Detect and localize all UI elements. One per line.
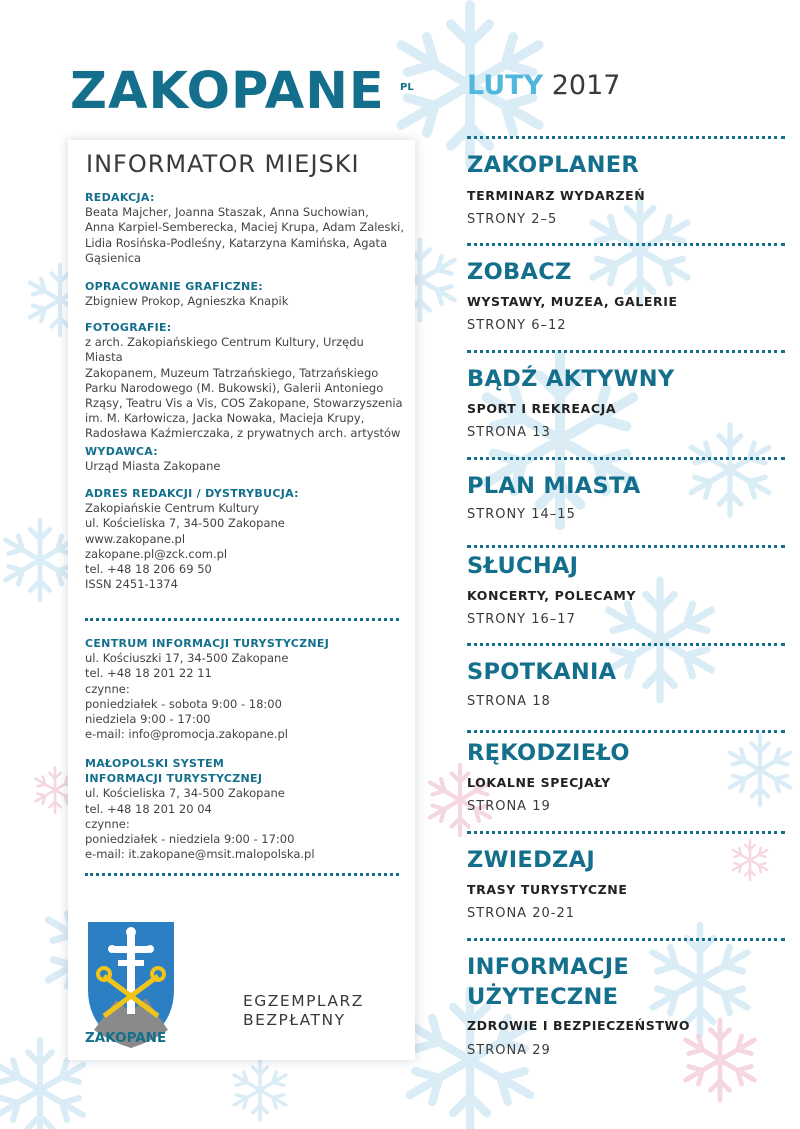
toc-pages: STRONY 14–15 (467, 507, 576, 522)
toc-title: ZOBACZ (467, 259, 572, 285)
toc-pages: STRONY 6–12 (467, 318, 567, 333)
crest-label: ZAKOPANE (85, 1030, 167, 1046)
section-text: Zbigniew Prokop, Agnieszka Knapik (85, 294, 289, 309)
section-text: z arch. Zakopiańskiego Centrum Kultury, Urzędu Miasta Zakopanem, Muzeum Tatrzańskiego, Tatrzańskiego Parku Narodowego (M. Bukowski), Galerii Antoniego Rząsy, Teatru Vis a Vis, COS Zakopane, Stowarzyszenia im. M. Karłowicza, Jacka Nowaka, Macieja Krupy, Radosława Kaźmierczaka, z prywatnych arch. artystów (85, 335, 403, 441)
toc-subtitle: WYSTAWY, MUZEA, GALERIE (467, 294, 678, 309)
section-photos (85, 320, 405, 442)
section-redakcja (85, 190, 405, 266)
zakopane-logo (70, 62, 420, 122)
toc-pages: STRONA 19 (467, 799, 551, 814)
logo-text: ZAKOPANE (70, 62, 385, 121)
issue-date (467, 70, 620, 101)
free-copy-note: EGZEMPLARZ BEZPŁATNY (243, 992, 364, 1029)
section-text: ul. Kościeliska 7, 34-500 Zakopane tel. +48 18 201 20 04 czynne: poniedziałek - niedziela 9:00 - 17:00 e-mail: it.zakopane@msit.malopolska.pl (85, 786, 315, 862)
section-publisher (85, 444, 405, 474)
toc-title: ZAKOPLANER (467, 152, 640, 178)
toc-title: ZWIEDZAJ (467, 847, 596, 873)
divider (85, 618, 399, 621)
section-tourist-info (85, 636, 405, 742)
section-address (85, 486, 405, 592)
divider (467, 938, 785, 941)
divider (85, 873, 399, 876)
section-heading: ADRES REDAKCJI / DYSTRYBUCJA: (85, 487, 299, 500)
divider (467, 457, 785, 460)
toc-title: SŁUCHAJ (467, 553, 579, 579)
section-graphics (85, 279, 405, 309)
info-panel (68, 140, 415, 1060)
section-text: ul. Kościuszki 17, 34-500 Zakopane tel. +48 18 201 22 11 czynne: poniedziałek - sobota 9:00 - 18:00 niedziela 9:00 - 17:00 e-mail: info@promocja.zakopane.pl (85, 651, 289, 742)
toc-title: PLAN MIASTA (467, 473, 641, 499)
divider (467, 350, 785, 353)
toc-subtitle: KONCERTY, POLECAMY (467, 588, 637, 603)
toc-pages: STRONA 18 (467, 694, 551, 709)
toc-subtitle: SPORT I REKREACJA (467, 401, 617, 416)
logo-suffix: PL (400, 82, 414, 93)
toc-subtitle: LOKALNE SPECJAŁY (467, 775, 611, 790)
panel-title: INFORMATOR MIEJSKI (86, 150, 360, 178)
section-heading: CENTRUM INFORMACJI TURYSTYCZNEJ (85, 637, 330, 650)
section-heading: WYDAWCA: (85, 445, 158, 458)
section-heading: REDAKCJA: (85, 191, 155, 204)
toc-subtitle: TERMINARZ WYDARZEŃ (467, 188, 646, 203)
section-heading: OPRACOWANIE GRAFICZNE: (85, 280, 264, 293)
toc-pages: STRONY 16–17 (467, 612, 576, 627)
section-text: Beata Majcher, Joanna Staszak, Anna Suchowian, Anna Karpiel-Semberecka, Maciej Krupa, Adam Zaleski, Lidia Rosińska-Podleśny, Katarzyna Kamińska, Agata Gąsienica (85, 205, 405, 265)
section-heading: MAŁOPOLSKI SYSTEM INFORMACJI TURYSTYCZNEJ (85, 757, 263, 786)
issue-month: LUTY (467, 70, 544, 101)
toc-subtitle: TRASY TURYSTYCZNE (467, 882, 628, 897)
toc-title: SPOTKANIA (467, 659, 617, 685)
section-text: Zakopiańskie Centrum Kultury ul. Kościeliska 7, 34-500 Zakopane www.zakopane.pl zakopane.pl@zck.com.pl tel. +48 18 206 69 50 ISSN 2451-1374 (85, 501, 285, 592)
divider (467, 643, 785, 646)
section-msit (85, 756, 405, 862)
toc-title: INFORMACJE UŻYTECZNE (467, 954, 630, 1010)
divider (467, 136, 785, 139)
issue-year: 2017 (551, 70, 621, 101)
toc-title: BĄDŹ AKTYWNY (467, 366, 675, 392)
section-heading: FOTOGRAFIE: (85, 321, 172, 334)
toc-pages: STRONY 2–5 (467, 212, 558, 227)
divider (467, 545, 785, 548)
toc-title: RĘKODZIEŁO (467, 740, 630, 766)
divider (467, 730, 785, 733)
toc-pages: STRONA 29 (467, 1043, 551, 1058)
section-text: Urząd Miasta Zakopane (85, 459, 221, 474)
toc-subtitle: ZDROWIE I BEZPIECZEŃSTWO (467, 1018, 691, 1033)
toc-pages: STRONA 13 (467, 425, 551, 440)
toc-pages: STRONA 20-21 (467, 906, 575, 921)
divider (467, 243, 785, 246)
divider (467, 831, 785, 834)
